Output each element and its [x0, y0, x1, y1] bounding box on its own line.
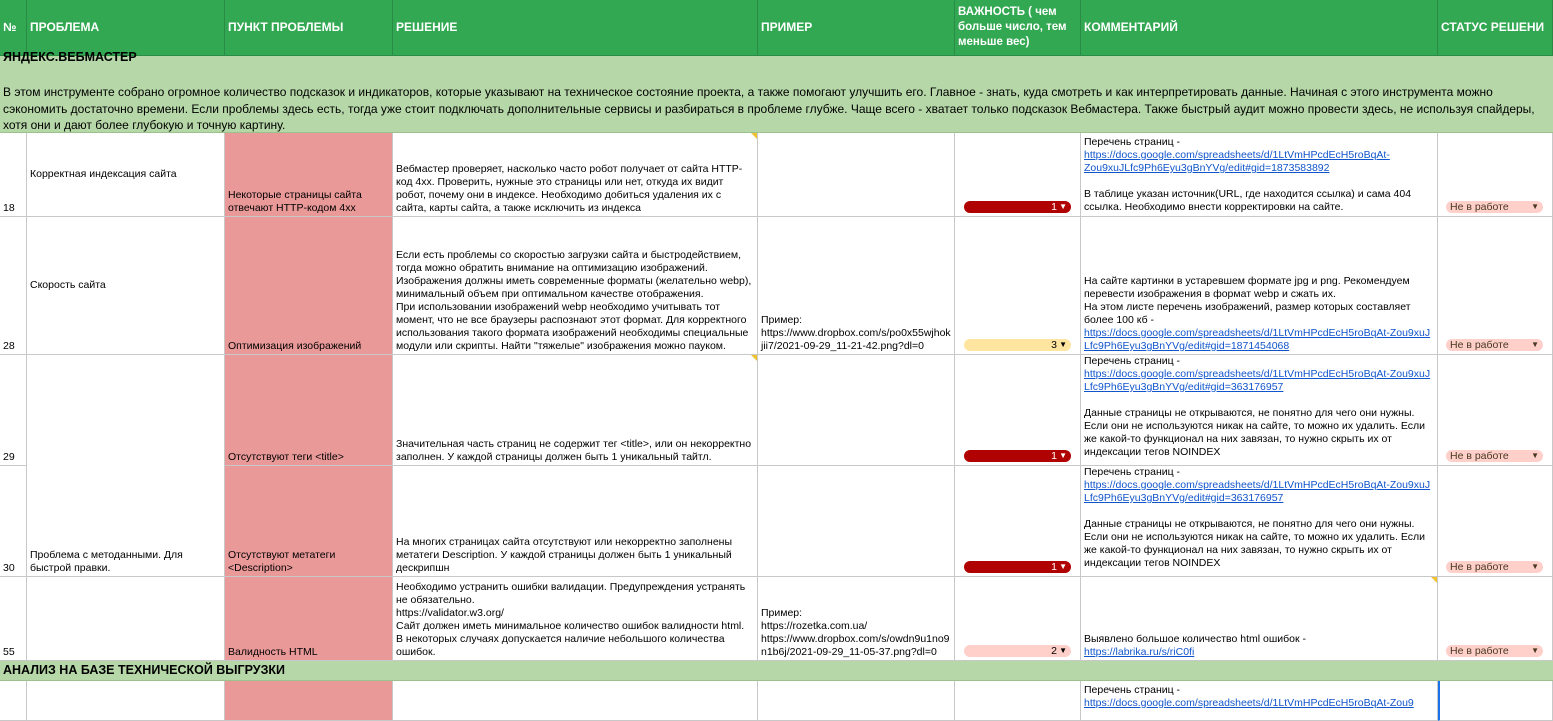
problem-cell[interactable] — [27, 681, 225, 721]
importance-value: 1 — [1051, 561, 1057, 573]
comment-post: Данные страницы не открываются, не понятно для чего они нужны. Если они не используются никак на сайте, то можно их удалить. Если же какой-то функционал на них завязан, то нужно скрыть их от индексации тегов NOINDEX — [1084, 407, 1425, 458]
solution-cell[interactable] — [393, 577, 758, 661]
dropdown-arrow-icon: ▼ — [1531, 451, 1539, 460]
item-cell[interactable] — [225, 217, 393, 355]
solution-cell[interactable] — [393, 355, 758, 466]
problem-text: Корректная индексация сайта — [30, 167, 177, 180]
problem-cell[interactable] — [27, 217, 225, 355]
problem-cell[interactable] — [27, 133, 225, 217]
item-cell[interactable] — [225, 355, 393, 466]
status-cell[interactable] — [1438, 133, 1553, 217]
comment-link[interactable]: https://docs.google.com/spreadsheets/d/1LtVmHPcdEcH5roBqAt-Zou9xuJLfc9Ph6Eyu3gBnYVg/edit#gid=1871454068 — [1084, 327, 1431, 352]
status-dropdown[interactable] — [1446, 450, 1543, 462]
note-marker — [751, 133, 757, 139]
dropdown-arrow-icon: ▼ — [1531, 202, 1539, 211]
section-yandex-webmaster[interactable] — [0, 50, 1553, 133]
dropdown-arrow-icon: ▼ — [1531, 646, 1539, 655]
row-number: 18 — [0, 133, 27, 217]
header-problem[interactable]: ПРОБЛЕМА — [27, 0, 225, 56]
status-cell[interactable] — [1438, 577, 1553, 661]
importance-value: 3 — [1051, 339, 1057, 351]
status-dropdown[interactable] — [1446, 339, 1543, 351]
section-description: В этом инструменте собрано огромное количество подсказок и индикаторов, которые указывают на техническое состояние проекта, а также помогают улучшить его. Главное - знать, куда смотреть и как интерпретировать данные. Начиная с этого инструмента можно сэкономить достаточно времени. Если проблемы здесь есть, тогда уже стоит подключать дополнительные сервисы и разбираться в проблеме глубже. Чаще всего - хватает только подсказок Вебмастера. Также быстрый аудит можно провести здесь, не используя спайдеры, хотя они и дают более глубокую и точную картину. — [3, 85, 1535, 132]
comment-cell[interactable] — [1081, 577, 1438, 661]
table-row[interactable] — [0, 577, 1553, 661]
comment-cell[interactable] — [1081, 217, 1438, 355]
table-row[interactable] — [0, 133, 1553, 217]
comment-post: Данные страницы не открываются, не понятно для чего они нужны. Если они не используются никак на сайте, то можно их удалить. Если же какой-то функционал на них завязан, то нужно скрыть их от индексации тегов NOINDEX — [1084, 518, 1425, 569]
solution-text: На многих страницах сайта отсутствуют или некорректно заполнены метатеги Description. У каждой страницы должен быть 1 уникальный дескрипшн — [396, 536, 733, 574]
comment-pre: Перечень страниц - — [1084, 136, 1181, 148]
item-cell[interactable] — [225, 681, 393, 721]
example-cell[interactable] — [758, 681, 955, 721]
example-cell[interactable] — [758, 577, 955, 661]
status-value: Не в работе — [1450, 339, 1509, 351]
item-text: Валидность HTML — [228, 646, 318, 658]
header-num[interactable]: № — [0, 0, 27, 56]
section-technical-export[interactable] — [0, 661, 1553, 681]
item-text: Оптимизация изображений — [228, 340, 362, 352]
solution-cell[interactable] — [393, 217, 758, 355]
section-title: ЯНДЕКС.ВЕБМАСТЕР — [3, 50, 137, 64]
item-cell[interactable] — [225, 466, 393, 577]
example-text: Пример: https://www.dropbox.com/s/po0x55wjhokjii7/2021-09-29_11-21-42.png?dl=0 — [761, 314, 951, 352]
table-row[interactable] — [0, 466, 1553, 577]
comment-pre: Выявлено большое количество html ошибок - — [1084, 633, 1306, 645]
header-example[interactable]: ПРИМЕР — [758, 0, 955, 56]
solution-text: Необходимо устранить ошибки валидации. Предупреждения устранять не обязательно. https://validator.w3.org/ Сайт должен иметь минимальное количество ошибок валидности html. В некоторых случаях допускается наличие небольшого количества ошибок. — [396, 581, 746, 658]
item-cell[interactable] — [225, 577, 393, 661]
importance-dropdown[interactable] — [964, 645, 1071, 657]
importance-dropdown[interactable] — [964, 450, 1071, 462]
importance-value: 1 — [1051, 201, 1057, 213]
status-dropdown[interactable] — [1446, 561, 1543, 573]
importance-value: 1 — [1051, 450, 1057, 462]
status-value: Не в работе — [1450, 561, 1509, 573]
importance-cell[interactable] — [955, 577, 1081, 661]
dropdown-arrow-icon: ▼ — [1059, 202, 1067, 211]
comment-link[interactable]: https://docs.google.com/spreadsheets/d/1LtVmHPcdEcH5roBqAt-Zou9xuJLfc9Ph6Eyu3gBnYVg/edit#gid=1873583892 — [1084, 149, 1390, 174]
solution-text: Если есть проблемы со скоростью загрузки сайта и быстродействием, тогда можно обратить внимание на оптимизацию изображений. Изображения должны иметь современные форматы (желательно webp), минимальный объем при оптимальном качестве отображения. При использовании изображений webp необходимо учитывать тот момент, что не все браузеры распознают этот формат. Для корректного использования такого формата изображений необходимы специальные модули или скрипты. Найти "тяжелые" изображения можно пауком. — [396, 249, 752, 352]
importance-cell[interactable] — [955, 217, 1081, 355]
comment-cell[interactable] — [1081, 133, 1438, 217]
comment-link[interactable]: https://docs.google.com/spreadsheets/d/1LtVmHPcdEcH5roBqAt-Zou9xuJLfc9Ph6Eyu3gBnYVg/edit#gid=363176957 — [1084, 479, 1431, 504]
solution-text: Вебмастер проверяет, насколько часто робот получает от сайта HTTP-код 4xx. Проверить, нужные это страницы или нет, откуда их видит робот, почему они в индексе. Необходимо добиться удаления их с сайта, карты сайта, а также исключить из индекса — [396, 163, 743, 214]
item-text: Отсутствуют метатеги <Description> — [228, 549, 336, 574]
comment-pre: На сайте картинки в устаревшем формате jpg и png. Рекомендуем перевести изображения в формат webp и сжать их. На этом листе перечень изображений, размер которых составляет более 100 кб - — [1084, 275, 1411, 326]
problem-cell[interactable] — [27, 466, 225, 577]
comment-pre: Перечень страниц - — [1084, 684, 1181, 696]
status-value: Не в работе — [1450, 645, 1509, 657]
problem-text: Проблема с методанными. Для быстрой правки. — [30, 549, 183, 574]
dropdown-arrow-icon: ▼ — [1531, 562, 1539, 571]
comment-post: В таблице указан источник(URL, где находится ссылка) и сама 404 ссылка. Необходимо внести корректировки на сайте. — [1084, 188, 1412, 213]
dropdown-arrow-icon: ▼ — [1059, 451, 1067, 460]
header-importance[interactable]: ВАЖНОСТЬ ( чем больше число, тем меньше вес) — [955, 0, 1081, 56]
note-marker — [1431, 577, 1437, 583]
solution-cell[interactable] — [393, 133, 758, 217]
status-value: Не в работе — [1450, 450, 1509, 462]
solution-cell[interactable] — [393, 466, 758, 577]
row-number: 30 — [0, 466, 27, 577]
item-cell[interactable] — [225, 133, 393, 217]
table-row[interactable] — [0, 355, 1553, 466]
solution-cell[interactable] — [393, 681, 758, 721]
row-number: 29 — [0, 355, 27, 466]
importance-cell[interactable] — [955, 355, 1081, 466]
comment-link[interactable]: https://labrika.ru/s/riC0fi — [1084, 646, 1195, 658]
header-comment[interactable]: КОММЕНТАРИЙ — [1081, 0, 1438, 56]
note-marker — [751, 355, 757, 361]
importance-dropdown[interactable] — [964, 561, 1071, 573]
dropdown-arrow-icon: ▼ — [1059, 646, 1067, 655]
problem-cell[interactable] — [27, 355, 225, 466]
comment-link[interactable]: https://docs.google.com/spreadsheets/d/1LtVmHPcdEcH5roBqAt-Zou9 — [1084, 697, 1414, 709]
table-row[interactable] — [0, 681, 1553, 721]
importance-dropdown[interactable] — [964, 339, 1071, 351]
importance-cell[interactable] — [955, 681, 1081, 721]
dropdown-arrow-icon: ▼ — [1531, 340, 1539, 349]
header-solution[interactable]: РЕШЕНИЕ — [393, 0, 758, 56]
problem-cell[interactable] — [27, 577, 225, 661]
status-cell[interactable] — [1438, 355, 1553, 466]
status-cell[interactable] — [1438, 466, 1553, 577]
header-status[interactable]: СТАТУС РЕШЕНИ — [1438, 0, 1553, 56]
status-cell[interactable] — [1438, 681, 1553, 721]
importance-dropdown[interactable] — [964, 201, 1071, 213]
example-cell[interactable] — [758, 217, 955, 355]
status-dropdown[interactable] — [1446, 645, 1543, 657]
example-cell[interactable] — [758, 466, 955, 577]
example-text: Пример: https://rozetka.com.ua/ https://www.dropbox.com/s/owdn9u1no9n1b6j/2021-09-29_11-05-37.png?dl=0 — [761, 607, 950, 658]
comment-pre: Перечень страниц - — [1084, 466, 1181, 478]
importance-value: 2 — [1051, 645, 1057, 657]
comment-cell[interactable] — [1081, 681, 1438, 721]
comment-pre: Перечень страниц - — [1084, 355, 1181, 367]
header-item[interactable]: ПУНКТ ПРОБЛЕМЫ — [225, 0, 393, 56]
table-row[interactable] — [0, 217, 1553, 355]
status-value: Не в работе — [1450, 201, 1509, 213]
comment-cell[interactable] — [1081, 355, 1438, 466]
row-number — [0, 681, 27, 721]
item-text: Некоторые страницы сайта отвечают HTTP-кодом 4xx — [228, 189, 362, 214]
dropdown-arrow-icon: ▼ — [1059, 340, 1067, 349]
section-title: АНАЛИЗ НА БАЗЕ ТЕХНИЧЕСКОЙ ВЫГРУЗКИ — [3, 663, 286, 677]
item-text: Отсутствуют теги <title> — [228, 451, 344, 463]
dropdown-arrow-icon: ▼ — [1059, 562, 1067, 571]
comment-link[interactable]: https://docs.google.com/spreadsheets/d/1LtVmHPcdEcH5roBqAt-Zou9xuJLfc9Ph6Eyu3gBnYVg/edit#gid=363176957 — [1084, 368, 1431, 393]
status-dropdown[interactable] — [1446, 201, 1543, 213]
header-row — [0, 0, 1553, 56]
comment-cell[interactable] — [1081, 466, 1438, 577]
row-number: 55 — [0, 577, 27, 661]
status-cell[interactable] — [1438, 217, 1553, 355]
importance-cell[interactable] — [955, 133, 1081, 217]
row-number: 28 — [0, 217, 27, 355]
problem-text: Скорость сайта — [30, 278, 106, 291]
solution-text: Значительная часть страниц не содержит тег <title>, или он некорректно заполнен. У каждой страницы должен быть 1 уникальный тайтл. — [396, 438, 752, 463]
importance-cell[interactable] — [955, 466, 1081, 577]
example-cell[interactable] — [758, 355, 955, 466]
example-cell[interactable] — [758, 133, 955, 217]
